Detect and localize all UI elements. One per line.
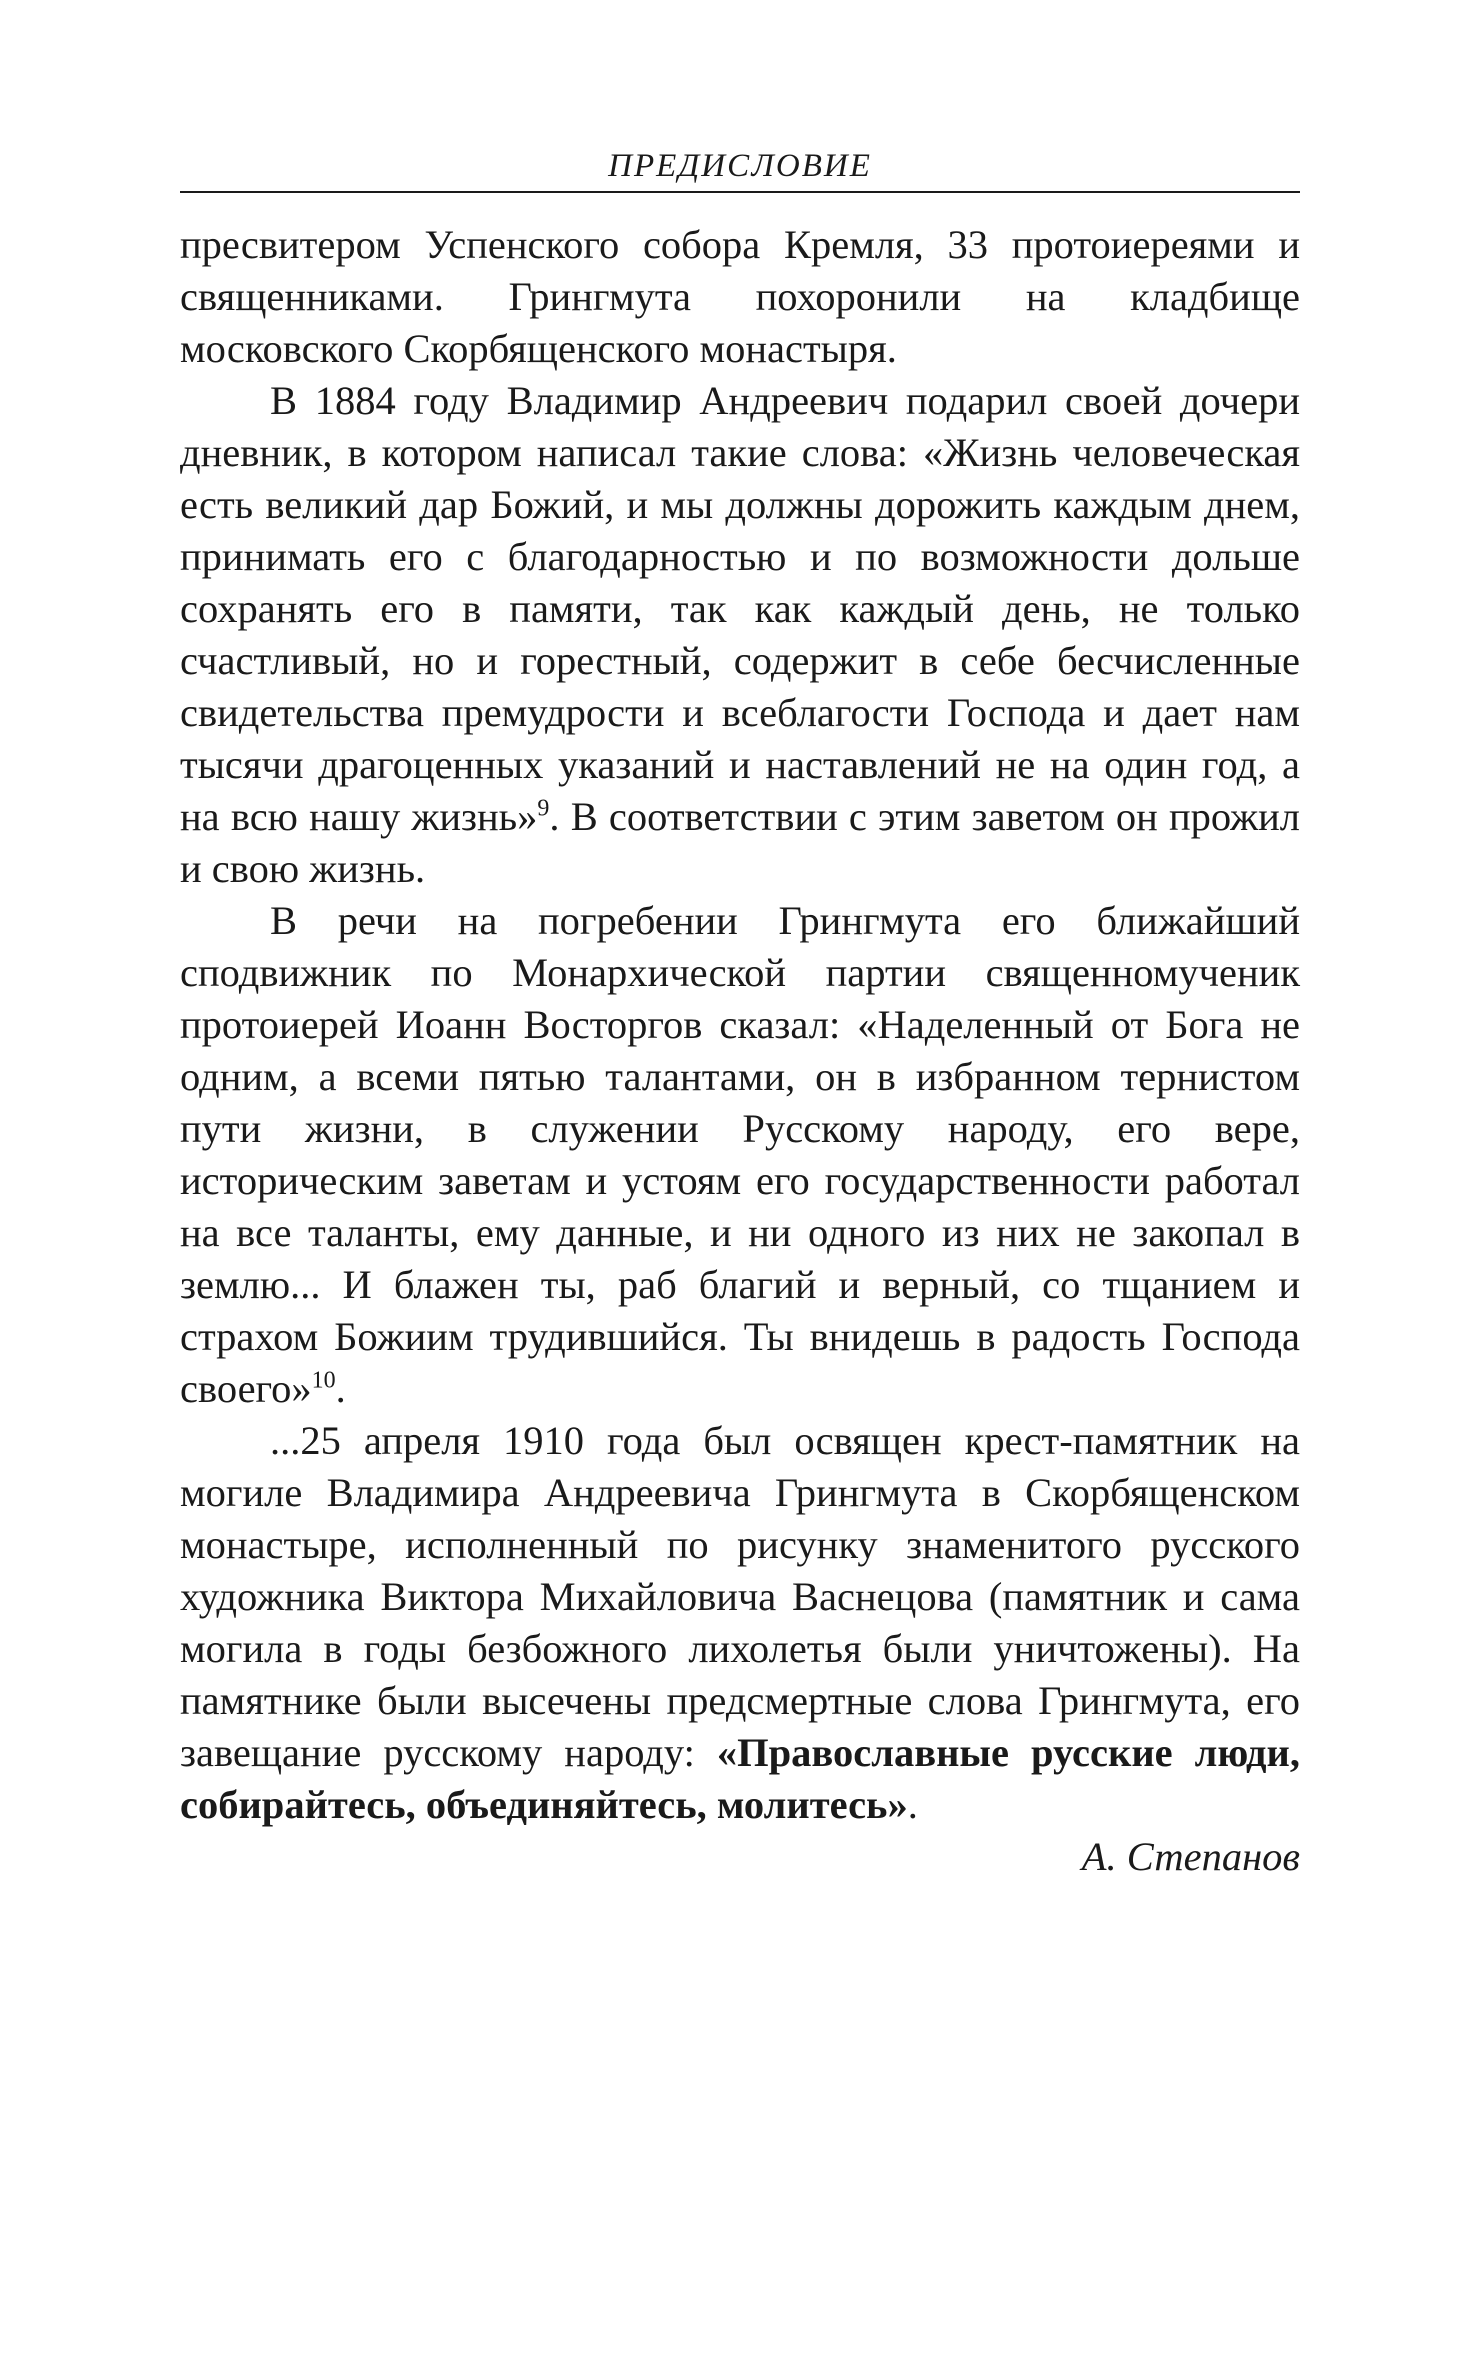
- paragraph-continuation: пресвитером Успенского собора Кремля, 33 протоиереями и священниками. Грингмута похоронили на кладбище московского Скорбященского монастыря.: [180, 222, 1300, 371]
- paragraph-monument-text: ...25 апреля 1910 года был освящен крест-памятник на могиле Владимира Андреевича Грингмута в Скорбященском монастыре, исполненный по рисунку знаменитого русского художника Виктора Михайловича Васнецова (памятник и сама могила в годы безбожного лихолетья были уничтожены). На памятнике были высечены предсмертные слова Грингмута, его завещание русскому народу:: [180, 1418, 1300, 1775]
- footnote-ref-9: 9: [537, 795, 550, 822]
- body-text: [180, 219, 1300, 1831]
- paragraph-funeral-speech: [180, 895, 1300, 1415]
- paragraph-diary-tail: . В соответствии с этим заветом он прожил и свою жизнь.: [180, 794, 1301, 891]
- page: [180, 150, 1300, 1883]
- paragraph-funeral-text: В речи на погребении Грингмута его ближайший сподвижник по Монархической партии священномученик протоиерей Иоанн Восторгов сказал: «Наделенный от Бога не одним, а всеми пятью талантами, он в избранном тернистом пути жизни, в служении Русскому народу, его вере, историческим заветам и устоям его государственности работал на все таланты, ему данные, и ни одного из них не закопал в землю... И блажен ты, раб благий и верный, со тщанием и страхом Божиим трудившийся. Ты внидешь в радость Господа своего»: [180, 898, 1300, 1411]
- paragraph-diary: [180, 375, 1300, 895]
- paragraph-monument: [180, 1415, 1300, 1831]
- footnote-ref-10: 10: [311, 1367, 336, 1394]
- running-head: ПРЕДИСЛОВИЕ: [180, 150, 1300, 193]
- paragraph-diary-text: В 1884 году Владимир Андреевич подарил своей дочери дневник, в котором написал такие слова: «Жизнь человеческая есть великий дар Божий, и мы должны дорожить каждым днем, принимать его с благодарностью и по возможности дольше сохранять его в памяти, так как каждый день, не только счастливый, но и горестный, содержит в себе бесчисленные свидетельства премудрости и всеблагости Господа и дает нам тысячи драгоценных указаний и наставлений не на один год, а на всю нашу жизнь»: [180, 378, 1300, 839]
- paragraph-funeral-tail: .: [335, 1366, 346, 1411]
- author-signature: А. Степанов: [1081, 1834, 1300, 1879]
- paragraph-monument-tail: .: [907, 1782, 918, 1827]
- monument-inscription: «Православные русские люди, собирайтесь, объединяйтесь, молитесь»: [180, 1730, 1300, 1827]
